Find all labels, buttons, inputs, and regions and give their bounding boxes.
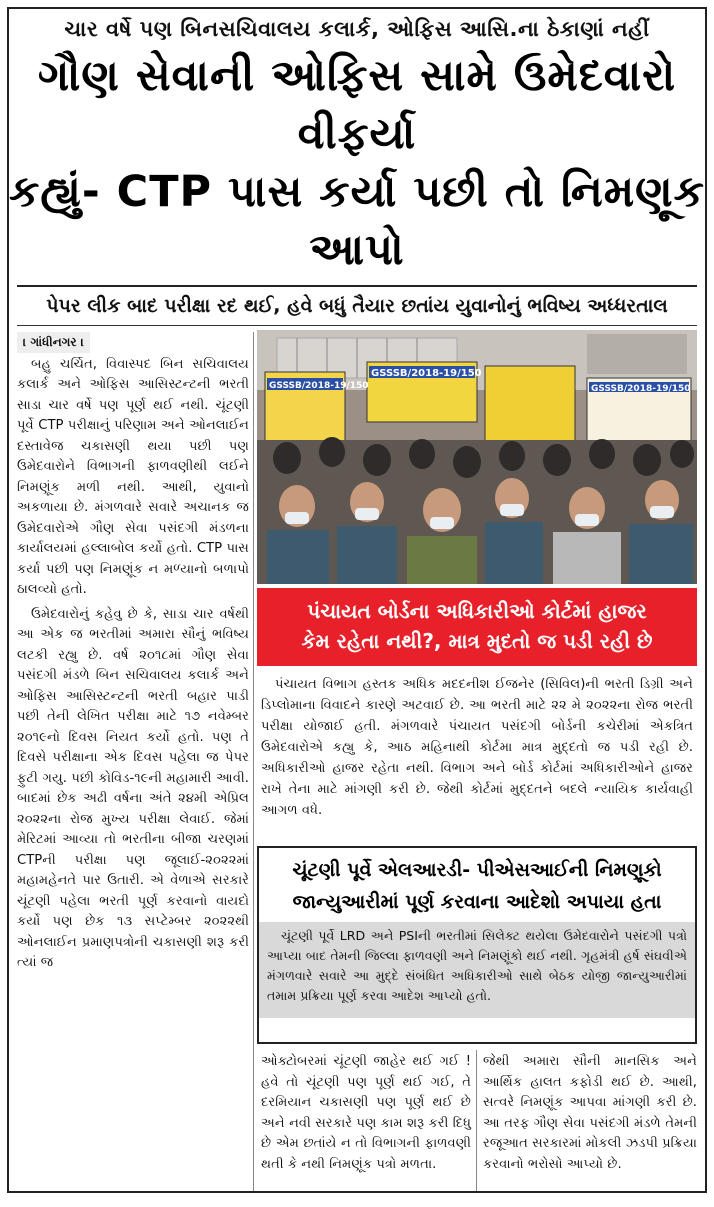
paragraph: બહુ ચર્ચિત, વિવાસ્પદ બિન સચિવાલય કલાર્ક અને ઓફિસ આસિસ્ટન્ટની ભરતી સાડા ચાર વર્ષે પણ પૂર્ણ થઈ નથી. ચૂંટણી પૂર્વે CTP પરીક્ષાનું પરિણામ અને ઓનલાઈન દસ્તાવેજ ચકાસણી થયા પછી પણ ઉમેદવારોને વિભાગની ફાળવણીથી લઈને નિમણૂંક મળી નથી. આથી, યુવાનો અકળાયા છે. મંગળવારે સવારે અચાનક જ ઉમેદવારોએ ગૌણ સેવા પસંદગી મંડળના કાર્યાલયમાં હલ્લાબોલ કર્યો હતો. CTP પાસ કર્યા પછી પણ નિમણૂંક ન મળ્યાનો બળાપો ઠાલવ્યો હતો. [17,356,249,597]
sidebar-headline-line-1: પંચાયત બોર્ડના અધિકારીઓ કોર્ટમાં હાજર [307,599,647,623]
left-column [17,332,249,1193]
column-divider [253,332,254,1193]
boxed-headline-line-2: જાન્યુઆરીમાં પૂર્ણ કરવાના આદેશો અપાયા હતા [292,891,662,913]
dateline: । ગાંધીનગર । [17,332,90,353]
paragraph: ઓક્ટોબરમાં ચૂંટણી જાહેર થઈ ગઈ ! હવે તો ચૂંટણી પણ પૂર્ણ થઈ ગઈ, તે દરમિયાન ચકાસણી પણ પૂર્ણ થઈ છે અને નવી સરકારે પણ કામ શરૂ કરી દિધુ છે એમ છતાંયે ન તો વિભાગની ફાળવણી થતી કે નથી નિમણૂંક પત્રો મળતા. [261,1054,471,1172]
boxed-headline [259,848,695,922]
banner-text: GSSSB/2018-19/150 [591,384,691,394]
subheadline: પેપર લીક બાદ પરીક્ષા રદ થઈ, હવે બધું તૈયાર છતાંય યુવાનોનું ભવિષ્ય અધ્ધરતાલ [46,295,668,317]
bottom-column-2 [483,1052,697,1175]
headline-line-2: કહ્યું- CTP પાસ કર્યા પછી તો નિમણૂક આપો [9,167,705,275]
kicker-line: ચાર વર્ષે પણ બિનસચિવાલય કલાર્ક, ઓફિસ આસિ.ના ઠેકાણાં નહીં [64,17,650,41]
paragraph: પંચાયત વિભાગ હસ્તક અધિક મદદનીશ ઈજનેર (સિવિલ)ની ભરતી ડિગ્રી અને ડિપ્લોમાના વિવાદને કારણે અટવાઈ છે. આ ભરતી માટે ૨૨ મે ૨૦૨૨ના રોજ ભરતી પરીક્ષા યોજાઈ હતી. મંગળવારે પંચાયત પસંદગી બોર્ડની કચેરીમાં એકત્રિત ઉમેદવારોએ કહ્યુ કે, આઠ મહિનાથી કોર્ટમા માત્ર મુદ્દતો જ પડી રહી છે. અધિકારીઓ હાજર રહેતા નથી. વિભાગ અને બોર્ડ કોર્ટમાં અધિકારીઓને હાજર રાખે તેના માટે માંગણી કરી છે. જેથી કોર્ટમાં મુદ્દતને બદલે ન્યાયિક કાર્યવાહી આગળ વધે. [261,677,693,818]
bottom-column-1 [261,1052,471,1175]
boxed-body [259,922,695,1018]
sidebar-headline-box [257,588,697,666]
protest-photo [257,330,697,584]
banner-text: GSSSB/2018-19/150 [371,368,482,379]
sidebar-story [261,674,693,821]
article-body [9,326,705,1193]
protest-photo-illustration [257,330,697,584]
headline-line-1: ગૌણ સેવાની ઓફિસ સામે ઉમેદવારો વીફર્યા [37,51,677,159]
column-divider [476,1050,477,1193]
banner-text: GSSSB/2018-19/150 [269,381,369,391]
newspaper-clipping [7,7,707,1193]
boxed-headline-line-1: ચૂંટણી પૂર્વે એલઆરડી- પીએસઆઈની નિમણૂકો [292,859,662,881]
paragraph: ચૂંટણી પૂર્વે LRD અને PSIની ભરતીમાં સિલેક્ટ થયેલા ઉમેદવારોને પસંદગી પત્રો આપ્યા બાદ તેમની જિલ્લા ફાળવણી અને નિમણૂંકો થઈ નથી. ગૃહમંત્રી હર્ષ સંઘવીએ મંગળવારે સવારે આ મુદ્દે સંબંધિત અધિકારીઓ સાથે બેઠક યોજી જાન્યુઆરીમાં તમામ પ્રક્રિયા પૂર્ણ કરવા આદેશ આપ્યો હતો. [267,928,687,1003]
sidebar-headline-line-2: કેમ રહેતા નથી?, માત્ર મુદતો જ પડી રહી છે [301,629,653,653]
paragraph: જેથી અમારા સૌની માનસિક અને આર્થિક હાલત કફોડી થઈ છે. આથી, સત્વરે નિમણૂંક આપવા માંગણી કરી છે. આ તરફ ગૌણ સેવા પસંદગી મંડળે તેમની રજૂઆત સરકારમાં મોકલી ઝડપી પ્રક્રિયા કરવાનો ભરોસો આપ્યો છે. [483,1054,697,1172]
paragraph: ઉમેદવારોનું કહેવુ છે કે, સાડા ચાર વર્ષથી આ એક જ ભરતીમાં અમારા સૌનું ભવિષ્ય લટકી રહ્યુ છે. વર્ષ ૨૦૧૮માં ગૌણ સેવા પસંદગી મંડળે બિન સચિવાલય કલાર્ક અને ઓફિસ આસિસ્ટન્ટની ભરતી બહાર પાડી પછી તેની લેખિત પરીક્ષા માટે ૧૭ નવેમ્બર ૨૦૧૯નો દિવસ નિયત કર્યો હતો. પણ તે દિવસે પરીક્ષાના એક દિવસ પહેલા જ પેપર ફુટી ગયુ. પછી કોવિડ-૧૯ની મહામારી આવી. બાદમાં છેક અઢી વર્ષના અંતે ૨૪મી એપ્રિલ ૨૦૨૨ના રોજ મુખ્ય પરીક્ષા લેવાઈ. જેમાં મેરિટમાં આવ્યા તો ભરતીના બીજા ચરણમાં CTPની પરીક્ષા પણ જૂલાઈ-૨૦૨૨માં મહામહેનતે પાર ઉતારી. એ વેળાએ સરકારે ચૂંટણી પહેલા ભરતી પૂર્ણ કરવાનો વાયદો કર્યો પણ છેક ૧૩ સપ્ટેમ્બર ૨૦૨૨થી ઓનલાઈન પ્રમાણપત્રોની ચકાસણી શરૂ કરી ત્યાં જ [17,606,249,970]
boxed-story [257,846,697,1044]
